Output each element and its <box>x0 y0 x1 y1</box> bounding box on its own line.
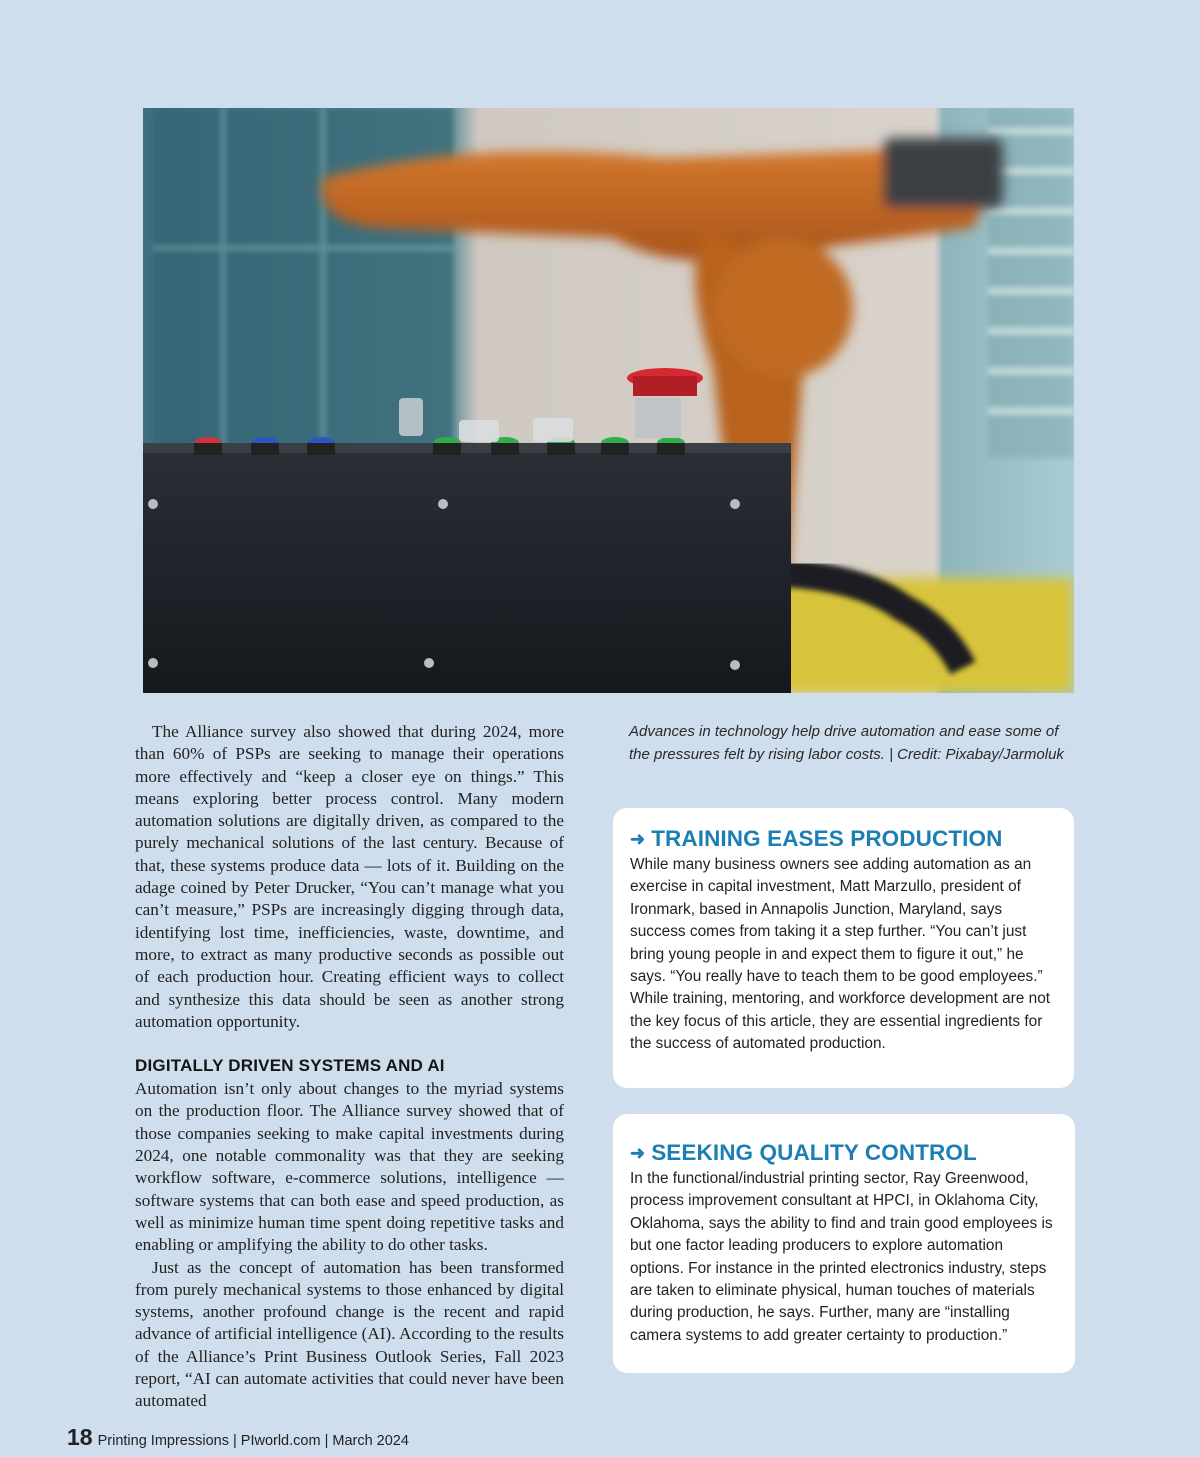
sidebar-title <box>630 1138 1055 1168</box>
sidebar-title <box>630 824 1054 854</box>
publication-info: Printing Impressions | PIworld.com | March 2024 <box>97 1433 409 1449</box>
arrow-right-icon: ➜ <box>630 829 646 849</box>
article-paragraph: Automation isn’t only about changes to the myriad systems on the production floor. The Alliance survey showed that of those companies seeking to make capital investments during 2024, one notable commonality was that they are seeking workflow software, e-commerce solutions, intelligence — software systems that can both ease and speed production, as well as minimize human time spent doing repetitive tasks and enabling or amplifying the ability to do other tasks. <box>135 1079 564 1255</box>
arrow-right-icon: ➜ <box>630 1143 646 1163</box>
section-subheading: DIGITALLY DRIVEN SYSTEMS AND AI <box>135 1056 445 1076</box>
page-number: 18 <box>67 1424 93 1450</box>
photo-caption: Advances in technology help drive automation and ease some of the pressures felt by rising labor costs. | Credit: Pixabay/Jarmoluk <box>629 723 1064 763</box>
article-photo <box>143 108 1074 693</box>
article-paragraph: The Alliance survey also showed that during 2024, more than 60% of PSPs are seeking to manage their operations more effectively and “keep a closer eye on things.” This means exploring better process control. Many modern automation solutions are digitally driven, as compared to the purely mechanical solutions of the last century. Because of that, these systems produce data — lots of it. Building on the adage coined by Peter Drucker, “You can’t manage what you can’t measure,” PSPs are increasingly digging through data, identifying lost time, inefficiencies, waste, downtime, and more, to extract as many productive seconds as possible out of each production hour. Creating efficient ways to collect and synthesize this data should be seen as another strong automation opportunity. <box>135 722 564 1031</box>
sidebar-title-text: SEEKING QUALITY CONTROL <box>651 1140 977 1165</box>
article-body <box>135 721 564 1413</box>
sidebar-training <box>613 808 1074 1088</box>
sidebar-body: In the functional/industrial printing sector, Ray Greenwood, process improvement consultant at HPCI, in Oklahoma City, Oklahoma, says the ability to find and train good employees is but one factor leading producers to explore automation options. For instance in the printed electronics industry, steps are taken to eliminate physical, human touches of materials during production, he says. Further, many are “installing camera systems to add greater certainty to production.” <box>630 1170 1053 1344</box>
sidebar-title-text: TRAINING EASES PRODUCTION <box>651 826 1003 851</box>
article-paragraph: Just as the concept of automation has been transformed from purely mechanical systems to those enhanced by digital systems, another profound change is the recent and rapid advance of artificial intelligence (AI). According to the results of the Alliance’s Print Business Outlook Series, Fall 2023 report, “AI can automate activities that could never have been automated <box>135 1257 564 1411</box>
sidebar-body: While many business owners see adding automation as an exercise in capital investment, Matt Marzullo, president of Ironmark, based in Annapolis Junction, Maryland, says success comes from taking it a step further. “You can’t just bring young people in and expect them to figure it out,” he says. “You really have to teach them to be good employees.” While training, mentoring, and workforce development are not the key focus of this article, they are essential ingredients for the success of automated production. <box>630 856 1051 1053</box>
page-footer <box>67 1420 409 1454</box>
sidebar-quality-control <box>613 1114 1075 1373</box>
